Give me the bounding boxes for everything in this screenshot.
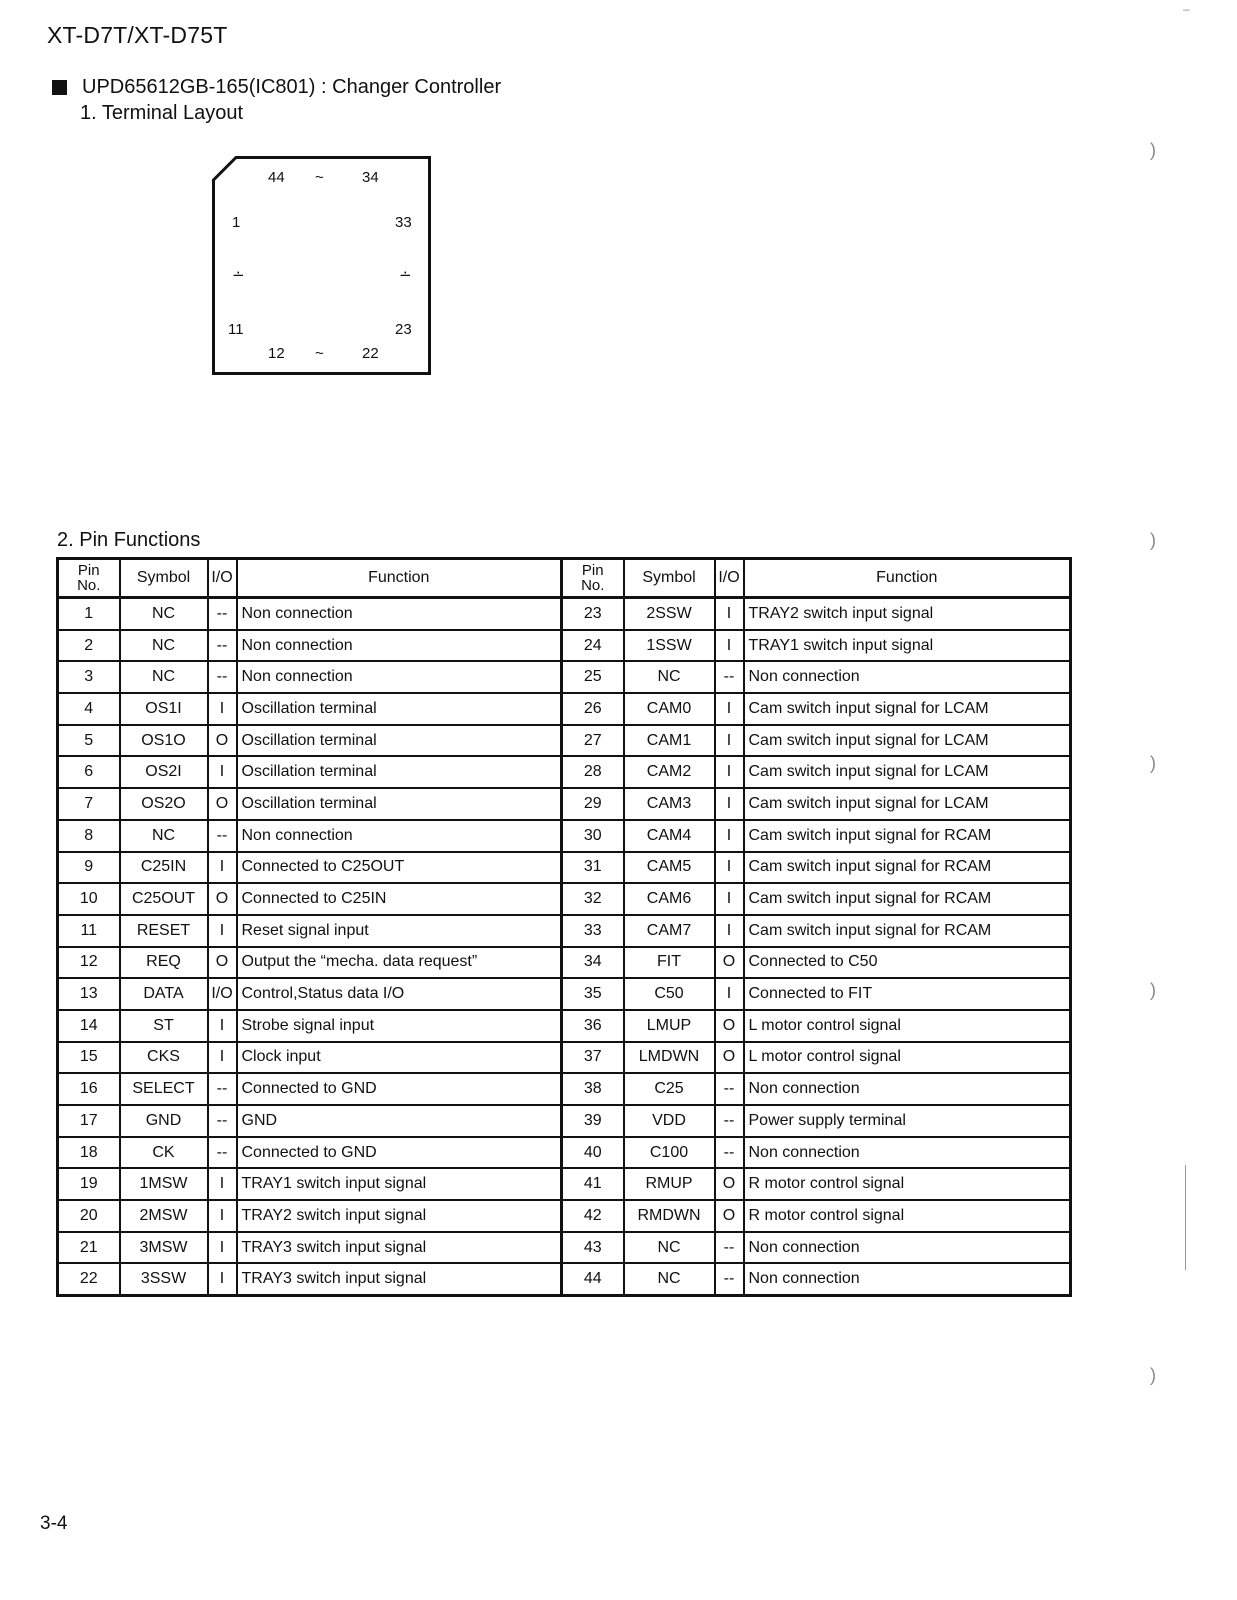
- function-cell: TRAY3 switch input signal: [237, 1232, 562, 1264]
- table-row: [58, 1232, 1071, 1264]
- symbol-cell: NC: [120, 630, 208, 662]
- table-row: [58, 947, 1071, 979]
- pin-number-cell: 40: [562, 1137, 624, 1169]
- io-cell: O: [208, 725, 237, 757]
- symbol-cell: NC: [120, 598, 208, 630]
- symbol-cell: OS1I: [120, 693, 208, 725]
- symbol-cell: C100: [624, 1137, 715, 1169]
- function-cell: Clock input: [237, 1042, 562, 1074]
- pin-number-cell: 37: [562, 1042, 624, 1074]
- io-cell: I: [208, 1200, 237, 1232]
- function-cell: L motor control signal: [744, 1042, 1071, 1074]
- symbol-cell: CAM4: [624, 820, 715, 852]
- function-cell: Control,Status data I/O: [237, 978, 562, 1010]
- function-cell: Connected to FIT: [744, 978, 1071, 1010]
- table-row: [58, 630, 1071, 662]
- pin-number-cell: 19: [58, 1168, 120, 1200]
- symbol-cell: NC: [120, 820, 208, 852]
- pin-number-cell: 36: [562, 1010, 624, 1042]
- pin-number-cell: 9: [58, 852, 120, 884]
- table-row: [58, 598, 1071, 630]
- pin-number-cell: 7: [58, 788, 120, 820]
- symbol-cell: NC: [624, 1263, 715, 1295]
- io-cell: I: [208, 1263, 237, 1295]
- function-cell: TRAY2 switch input signal: [237, 1200, 562, 1232]
- symbol-cell: OS2I: [120, 756, 208, 788]
- symbol-cell: C25OUT: [120, 883, 208, 915]
- io-cell: O: [715, 1200, 744, 1232]
- symbol-cell: CK: [120, 1137, 208, 1169]
- pin-number-cell: 44: [562, 1263, 624, 1295]
- table-row: [58, 788, 1071, 820]
- pin-label-right-start: 33: [395, 214, 412, 231]
- table-row: [58, 1263, 1071, 1295]
- io-cell: I: [208, 1042, 237, 1074]
- io-cell: --: [208, 1073, 237, 1105]
- function-cell: Power supply terminal: [744, 1105, 1071, 1137]
- pin-number-cell: 15: [58, 1042, 120, 1074]
- scan-mark: ): [1150, 530, 1156, 550]
- io-cell: O: [208, 947, 237, 979]
- pin-label-left-end: 11: [228, 321, 244, 338]
- io-cell: I: [208, 1232, 237, 1264]
- pin-number-cell: 30: [562, 820, 624, 852]
- pin-number-cell: 25: [562, 661, 624, 693]
- pin-number-cell: 8: [58, 820, 120, 852]
- io-cell: --: [208, 630, 237, 662]
- symbol-cell: NC: [120, 661, 208, 693]
- pin-number-cell: 35: [562, 978, 624, 1010]
- io-cell: I: [208, 1168, 237, 1200]
- io-cell: I: [715, 883, 744, 915]
- function-cell: Connected to C25IN: [237, 883, 562, 915]
- io-cell: I/O: [208, 978, 237, 1010]
- io-cell: --: [715, 1105, 744, 1137]
- pin-label-bottom-start: 12: [268, 345, 285, 362]
- pin-number-cell: 14: [58, 1010, 120, 1042]
- header-pin-no: [58, 559, 120, 598]
- table-row: [58, 883, 1071, 915]
- io-cell: I: [715, 788, 744, 820]
- symbol-cell: CAM3: [624, 788, 715, 820]
- function-cell: Output the “mecha. data request”: [237, 947, 562, 979]
- symbol-cell: CKS: [120, 1042, 208, 1074]
- io-cell: I: [715, 915, 744, 947]
- io-cell: I: [715, 630, 744, 662]
- header-symbol: Symbol: [120, 559, 208, 598]
- function-cell: Cam switch input signal for RCAM: [744, 883, 1071, 915]
- io-cell: I: [715, 598, 744, 630]
- scan-mark: ): [1150, 753, 1156, 773]
- function-cell: Cam switch input signal for LCAM: [744, 693, 1071, 725]
- pin-number-cell: 12: [58, 947, 120, 979]
- io-cell: O: [715, 1010, 744, 1042]
- function-cell: Oscillation terminal: [237, 693, 562, 725]
- symbol-cell: C50: [624, 978, 715, 1010]
- symbol-cell: 2MSW: [120, 1200, 208, 1232]
- table-row: [58, 1010, 1071, 1042]
- header-symbol: Symbol: [624, 559, 715, 598]
- symbol-cell: RMUP: [624, 1168, 715, 1200]
- table-row: [58, 693, 1071, 725]
- table-row: [58, 1168, 1071, 1200]
- pin-number-cell: 41: [562, 1168, 624, 1200]
- square-bullet-icon: [52, 80, 67, 95]
- function-cell: Cam switch input signal for RCAM: [744, 915, 1071, 947]
- io-cell: I: [208, 756, 237, 788]
- io-cell: --: [715, 1232, 744, 1264]
- function-cell: TRAY3 switch input signal: [237, 1263, 562, 1295]
- pin-number-cell: 32: [562, 883, 624, 915]
- function-cell: Connected to C50: [744, 947, 1071, 979]
- symbol-cell: C25: [624, 1073, 715, 1105]
- symbol-cell: 1MSW: [120, 1168, 208, 1200]
- io-cell: --: [715, 1137, 744, 1169]
- pin-label-left-start: 1: [232, 214, 241, 231]
- pin-functions-heading: 2. Pin Functions: [57, 529, 201, 551]
- symbol-cell: FIT: [624, 947, 715, 979]
- pin-number-cell: 11: [58, 915, 120, 947]
- table-header-row: [58, 559, 1071, 598]
- io-cell: --: [208, 1105, 237, 1137]
- io-cell: I: [715, 978, 744, 1010]
- pin-number-cell: 26: [562, 693, 624, 725]
- function-cell: Non connection: [744, 1137, 1071, 1169]
- io-cell: I: [208, 852, 237, 884]
- table-row: [58, 915, 1071, 947]
- function-cell: Strobe signal input: [237, 1010, 562, 1042]
- io-cell: I: [208, 1010, 237, 1042]
- model-title: XT-D7T/XT-D75T: [47, 22, 228, 48]
- page-number: 3-4: [40, 1513, 68, 1534]
- pin-label-top-tilde: ~: [315, 169, 324, 186]
- symbol-cell: 3MSW: [120, 1232, 208, 1264]
- section-heading: [52, 76, 501, 99]
- io-cell: O: [715, 1042, 744, 1074]
- pin-number-cell: 16: [58, 1073, 120, 1105]
- function-cell: Cam switch input signal for RCAM: [744, 820, 1071, 852]
- pin-number-cell: 20: [58, 1200, 120, 1232]
- io-cell: O: [715, 947, 744, 979]
- header-pin-line2: No.: [581, 577, 605, 594]
- symbol-cell: ST: [120, 1010, 208, 1042]
- symbol-cell: NC: [624, 661, 715, 693]
- io-cell: I: [715, 693, 744, 725]
- symbol-cell: VDD: [624, 1105, 715, 1137]
- header-pin-line2: No.: [77, 577, 101, 594]
- symbol-cell: CAM6: [624, 883, 715, 915]
- scan-edge-line: [1185, 1165, 1186, 1270]
- pin-number-cell: 33: [562, 915, 624, 947]
- io-cell: --: [715, 1263, 744, 1295]
- symbol-cell: CAM5: [624, 852, 715, 884]
- function-cell: Non connection: [237, 630, 562, 662]
- table-row: [58, 1042, 1071, 1074]
- table-row: [58, 820, 1071, 852]
- scan-mark: ): [1150, 140, 1156, 160]
- table-row: [58, 756, 1071, 788]
- io-cell: --: [208, 820, 237, 852]
- function-cell: Non connection: [744, 1073, 1071, 1105]
- function-cell: R motor control signal: [744, 1200, 1071, 1232]
- function-cell: Oscillation terminal: [237, 756, 562, 788]
- pin-number-cell: 4: [58, 693, 120, 725]
- pin-number-cell: 3: [58, 661, 120, 693]
- function-cell: Reset signal input: [237, 915, 562, 947]
- function-cell: Non connection: [744, 1263, 1071, 1295]
- header-io: I/O: [715, 559, 744, 598]
- io-cell: --: [208, 661, 237, 693]
- symbol-cell: CAM1: [624, 725, 715, 757]
- io-cell: I: [715, 756, 744, 788]
- function-cell: Oscillation terminal: [237, 788, 562, 820]
- io-cell: O: [208, 883, 237, 915]
- pin-number-cell: 5: [58, 725, 120, 757]
- symbol-cell: CAM0: [624, 693, 715, 725]
- pin-label-left-mid: ∸: [232, 267, 245, 284]
- function-cell: GND: [237, 1105, 562, 1137]
- io-cell: I: [208, 915, 237, 947]
- table-row: [58, 725, 1071, 757]
- symbol-cell: REQ: [120, 947, 208, 979]
- terminal-layout-heading: 1. Terminal Layout: [80, 102, 244, 124]
- pin-number-cell: 10: [58, 883, 120, 915]
- io-cell: O: [715, 1168, 744, 1200]
- ic-package-diagram: [212, 156, 431, 375]
- section-title: UPD65612GB-165(IC801) : Changer Controller: [82, 76, 502, 98]
- function-cell: Non connection: [744, 1232, 1071, 1264]
- header-function: Function: [237, 559, 562, 598]
- io-cell: O: [208, 788, 237, 820]
- io-cell: --: [715, 1073, 744, 1105]
- pin-number-cell: 6: [58, 756, 120, 788]
- symbol-cell: DATA: [120, 978, 208, 1010]
- function-cell: Connected to GND: [237, 1073, 562, 1105]
- io-cell: --: [208, 598, 237, 630]
- pin-label-top-end: 34: [362, 169, 379, 186]
- header-pin-line1: Pin: [77, 562, 100, 579]
- table-row: [58, 661, 1071, 693]
- io-cell: I: [208, 693, 237, 725]
- function-cell: R motor control signal: [744, 1168, 1071, 1200]
- pin-number-cell: 29: [562, 788, 624, 820]
- symbol-cell: 2SSW: [624, 598, 715, 630]
- scan-mark: ): [1150, 1365, 1156, 1385]
- pin-number-cell: 18: [58, 1137, 120, 1169]
- symbol-cell: LMUP: [624, 1010, 715, 1042]
- io-cell: I: [715, 820, 744, 852]
- symbol-cell: RESET: [120, 915, 208, 947]
- pin-number-cell: 34: [562, 947, 624, 979]
- symbol-cell: SELECT: [120, 1073, 208, 1105]
- symbol-cell: OS1O: [120, 725, 208, 757]
- function-cell: TRAY1 switch input signal: [237, 1168, 562, 1200]
- function-cell: TRAY1 switch input signal: [744, 630, 1071, 662]
- io-cell: I: [715, 852, 744, 884]
- pin-number-cell: 1: [58, 598, 120, 630]
- table-row: [58, 1137, 1071, 1169]
- header-pin-no: [562, 559, 624, 598]
- pin-number-cell: 27: [562, 725, 624, 757]
- pin-number-cell: 17: [58, 1105, 120, 1137]
- function-cell: Connected to GND: [237, 1137, 562, 1169]
- pin-number-cell: 43: [562, 1232, 624, 1264]
- io-cell: --: [208, 1137, 237, 1169]
- pin-number-cell: 39: [562, 1105, 624, 1137]
- header-io: I/O: [208, 559, 237, 598]
- pin-number-cell: 23: [562, 598, 624, 630]
- symbol-cell: NC: [624, 1232, 715, 1264]
- symbol-cell: RMDWN: [624, 1200, 715, 1232]
- function-cell: Non connection: [744, 661, 1071, 693]
- pin-label-bottom-end: 22: [362, 345, 379, 362]
- symbol-cell: LMDWN: [624, 1042, 715, 1074]
- table-row: [58, 1073, 1071, 1105]
- function-cell: Non connection: [237, 820, 562, 852]
- scan-mark: –: [1183, 2, 1190, 16]
- table-row: [58, 1105, 1071, 1137]
- function-cell: Cam switch input signal for LCAM: [744, 725, 1071, 757]
- header-pin-line1: Pin: [581, 562, 604, 579]
- pin-label-right-mid: ∸: [399, 267, 412, 284]
- pin-number-cell: 2: [58, 630, 120, 662]
- header-function: Function: [744, 559, 1071, 598]
- symbol-cell: CAM2: [624, 756, 715, 788]
- pin-functions-table: [56, 557, 1072, 1297]
- function-cell: TRAY2 switch input signal: [744, 598, 1071, 630]
- table-row: [58, 1200, 1071, 1232]
- function-cell: L motor control signal: [744, 1010, 1071, 1042]
- pin-label-bottom-tilde: ~: [315, 345, 324, 362]
- function-cell: Oscillation terminal: [237, 725, 562, 757]
- function-cell: Cam switch input signal for RCAM: [744, 852, 1071, 884]
- function-cell: Non connection: [237, 661, 562, 693]
- symbol-cell: 3SSW: [120, 1263, 208, 1295]
- pin-number-cell: 22: [58, 1263, 120, 1295]
- function-cell: Cam switch input signal for LCAM: [744, 788, 1071, 820]
- pin-number-cell: 13: [58, 978, 120, 1010]
- io-cell: I: [715, 725, 744, 757]
- pin-number-cell: 24: [562, 630, 624, 662]
- pin-number-cell: 42: [562, 1200, 624, 1232]
- pin-label-right-end: 23: [395, 321, 412, 338]
- pin-number-cell: 28: [562, 756, 624, 788]
- function-cell: Connected to C25OUT: [237, 852, 562, 884]
- pin-number-cell: 31: [562, 852, 624, 884]
- pin-number-cell: 21: [58, 1232, 120, 1264]
- pin-label-top-start: 44: [268, 169, 285, 186]
- table-row: [58, 978, 1071, 1010]
- symbol-cell: CAM7: [624, 915, 715, 947]
- pin-number-cell: 38: [562, 1073, 624, 1105]
- symbol-cell: GND: [120, 1105, 208, 1137]
- function-cell: Cam switch input signal for LCAM: [744, 756, 1071, 788]
- scan-mark: ): [1150, 980, 1156, 1000]
- table-row: [58, 852, 1071, 884]
- symbol-cell: 1SSW: [624, 630, 715, 662]
- symbol-cell: OS2O: [120, 788, 208, 820]
- function-cell: Non connection: [237, 598, 562, 630]
- symbol-cell: C25IN: [120, 852, 208, 884]
- io-cell: --: [715, 661, 744, 693]
